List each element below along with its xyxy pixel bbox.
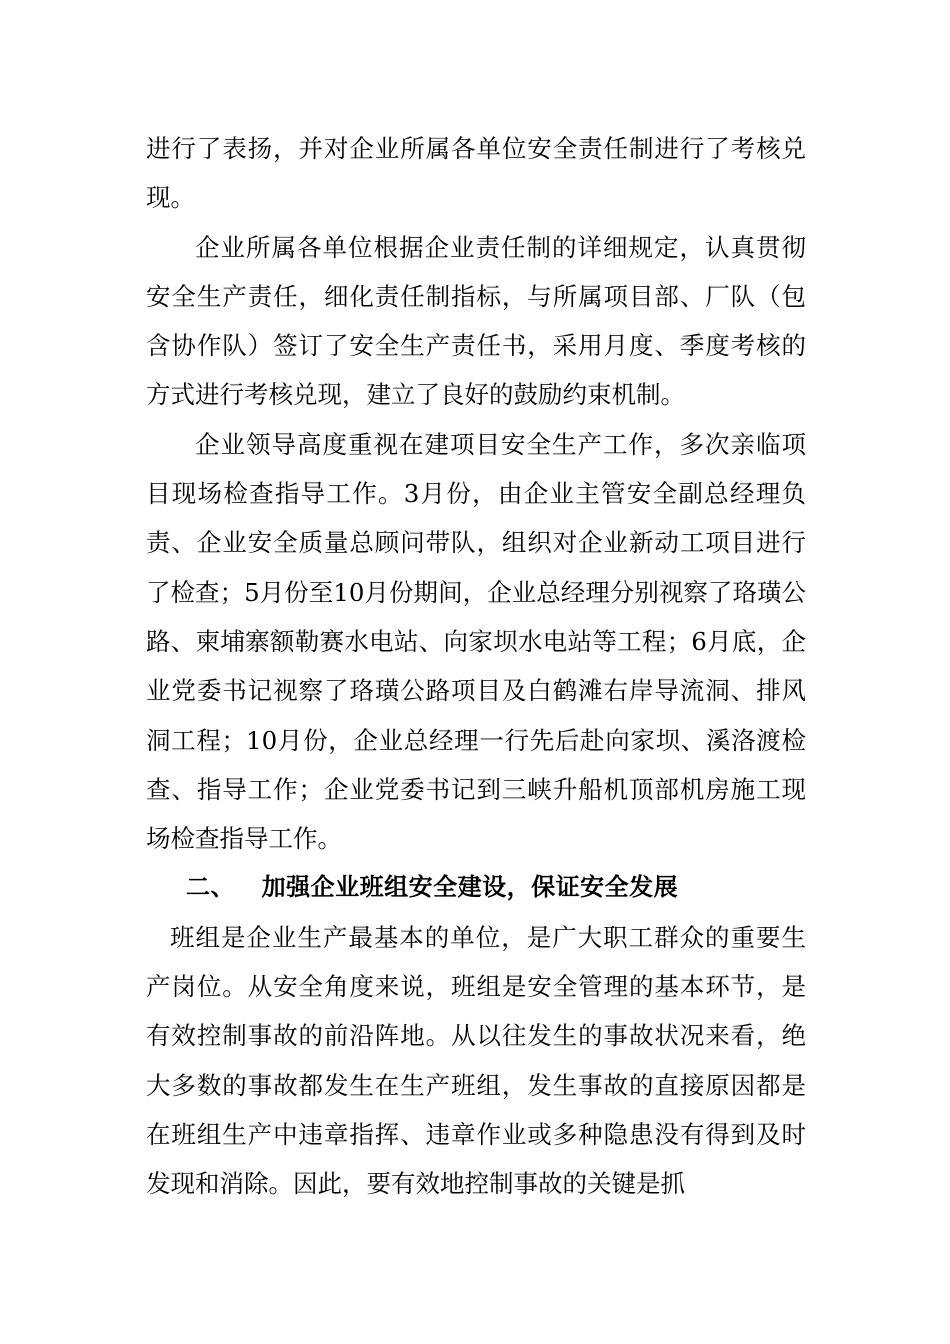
paragraph-continuation: 进行了表扬，并对企业所属各单位安全责任制进行了考核兑现。 — [146, 134, 806, 213]
section-heading — [146, 863, 806, 912]
paragraph-responsibility: 企业所属各单位根据企业责任制的详细规定，认真贯彻安全生产责任，细化责任制指标，与所属项目部、厂队（包含协作队）签订了安全生产责任书，采用月度、季度考核的方式进行考核兑现，建立了良好的鼓励约束机制。 — [146, 232, 806, 410]
section-title: 加强企业班组安全建设，保证安全发展 — [261, 873, 679, 902]
paragraph-leadership-inspections: 企业领导高度重视在建项目安全生产工作，多次亲临项目现场检查指导工作。3月份，由企业主管安全副总经理负责、企业安全质量总顾问带队，组织对企业新动工项目进行了检查；5月份至10月份期间，企业总经理分别视察了珞璜公路、柬埔寨额勒赛水电站、向家坝水电站等工程；6月底，企业党委书记视察了珞璜公路项目及白鹤滩右岸导流洞、排风洞工程；10月份，企业总经理一行先后赴向家坝、溪洛渡检查、指导工作；企业党委书记到三峡升船机顶部机房施工现场检查指导工作。 — [146, 429, 806, 854]
paragraph-team-safety: 班组是企业生产最基本的单位，是广大职工群众的重要生产岗位。从安全角度来说，班组是安全管理的基本环节，是有效控制事故的前沿阵地。从以往发生的事故状况来看，绝大多数的事故都发生在生产班组，发生事故的直接原因都是在班组生产中违章指挥、违章作业或多种隐患没有得到及时发现和消除。因此，要有效地控制事故的关键是抓 — [146, 922, 806, 1199]
section-number: 二、 — [186, 873, 235, 902]
document-body — [146, 124, 806, 1209]
